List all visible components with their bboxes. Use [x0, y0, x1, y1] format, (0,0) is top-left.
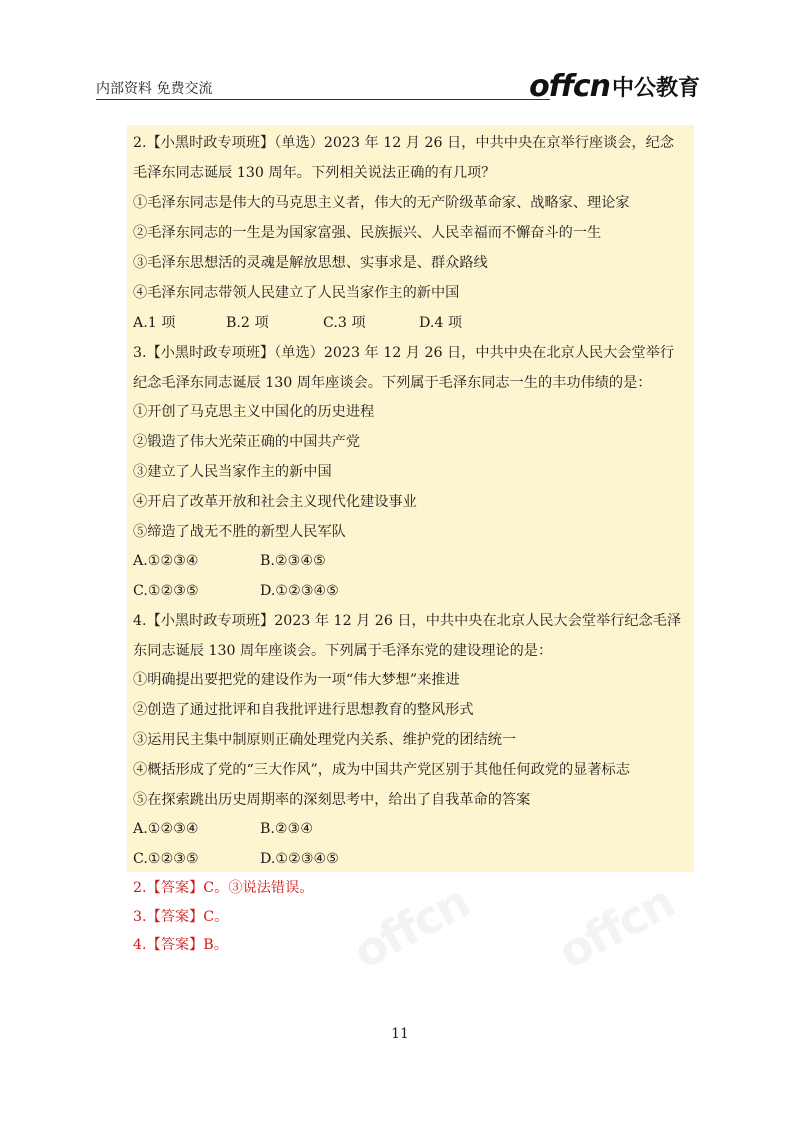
answer-q2: 2.【答案】C。③说法错误。	[133, 880, 314, 896]
logo-chinese-name: 中公教育	[611, 76, 700, 101]
q4-item: ⑤在探索跳出历史周期率的深刻思考中，给出了自我革命的答案	[133, 792, 531, 808]
q2-item: ②毛泽东同志的一生是为国家富强、民族振兴、人民幸福而不懈奋斗的一生	[133, 225, 602, 241]
q4-option-b: B.②③④	[260, 821, 314, 837]
q2-stem-line2: 毛泽东同志诞辰 130 周年。下列相关说法正确的有几项？	[133, 165, 496, 181]
header-rule	[96, 99, 550, 101]
q4-item: ②创造了通过批评和自我批评进行思想教育的整风形式	[133, 702, 474, 718]
q3-option-b: B.②③④⑤	[260, 553, 326, 569]
q2-option-a: A.1 项	[133, 315, 176, 331]
q3-option-d: D.①②③④⑤	[260, 583, 339, 599]
q3-item: ⑤缔造了战无不胜的新型人民军队	[133, 524, 346, 540]
header-label: 内部资料 免费交流	[96, 81, 213, 97]
q2-options	[133, 312, 633, 334]
q4-option-c: C.①②③⑤	[133, 851, 199, 867]
logo-wordmark: offcn	[529, 69, 610, 104]
q3-options-row1	[133, 550, 533, 572]
q3-stem-line1: 3.【小黑时政专项班】（单选）2023 年 12 月 26 日，中共中央在北京人民大会堂举行	[133, 345, 675, 361]
q4-option-d: D.①②③④⑤	[260, 851, 339, 867]
q3-options-row2	[133, 580, 533, 602]
q3-item: ③建立了人民当家作主的新中国	[133, 464, 332, 480]
watermark-logo	[549, 875, 682, 980]
q2-item: ④毛泽东同志带领人民建立了人民当家作主的新中国	[133, 285, 460, 301]
answer-q3: 3.【答案】C。	[133, 909, 229, 925]
q4-item: ①明确提出要把党的建设作为一项“伟大梦想”来推进	[133, 672, 460, 688]
q2-option-b: B.2 项	[226, 315, 269, 331]
answer-q4: 4.【答案】B。	[133, 937, 228, 953]
page-number: 11	[391, 1026, 409, 1042]
q4-options-row2	[133, 848, 533, 870]
q3-stem-line2: 纪念毛泽东同志诞辰 130 周年座谈会。下列属于毛泽东同志一生的丰功伟绩的是：	[133, 375, 652, 391]
q3-item: ④开启了改革开放和社会主义现代化建设事业	[133, 494, 417, 510]
q3-item: ②锻造了伟大光荣正确的中国共产党	[133, 434, 361, 450]
q3-option-a: A.①②③④	[133, 553, 199, 569]
q2-item: ①毛泽东同志是伟大的马克思主义者，伟大的无产阶级革命家、战略家、理论家	[133, 195, 630, 211]
q2-item: ③毛泽东思想活的灵魂是解放思想、实事求是、群众路线	[133, 255, 488, 271]
q4-item: ④概括形成了党的“三大作风”，成为中国共产党区别于其他任何政党的显著标志	[133, 762, 630, 778]
q2-option-c: C.3 项	[323, 315, 366, 331]
q2-stem-line1: 2.【小黑时政专项班】（单选）2023 年 12 月 26 日，中共中央在京举行座谈会，纪念	[133, 135, 675, 151]
q4-options-row1	[133, 818, 533, 840]
q4-stem-line1: 4.【小黑时政专项班】2023 年 12 月 26 日，中共中央在北京人民大会堂举行纪念毛泽	[133, 613, 682, 629]
q4-stem-line2: 东同志诞辰 130 周年座谈会。下列属于毛泽东党的建设理论的是：	[133, 643, 553, 659]
watermark-logo	[344, 875, 477, 980]
offcn-logo	[529, 69, 700, 104]
q3-item: ①开创了马克思主义中国化的历史进程	[133, 404, 375, 420]
q3-option-c: C.①②③⑤	[133, 583, 199, 599]
q4-item: ③运用民主集中制原则正确处理党内关系、维护党的团结统一	[133, 732, 517, 748]
q2-option-d: D.4 项	[419, 315, 463, 331]
q4-option-a: A.①②③④	[133, 821, 199, 837]
page-header	[96, 62, 700, 102]
